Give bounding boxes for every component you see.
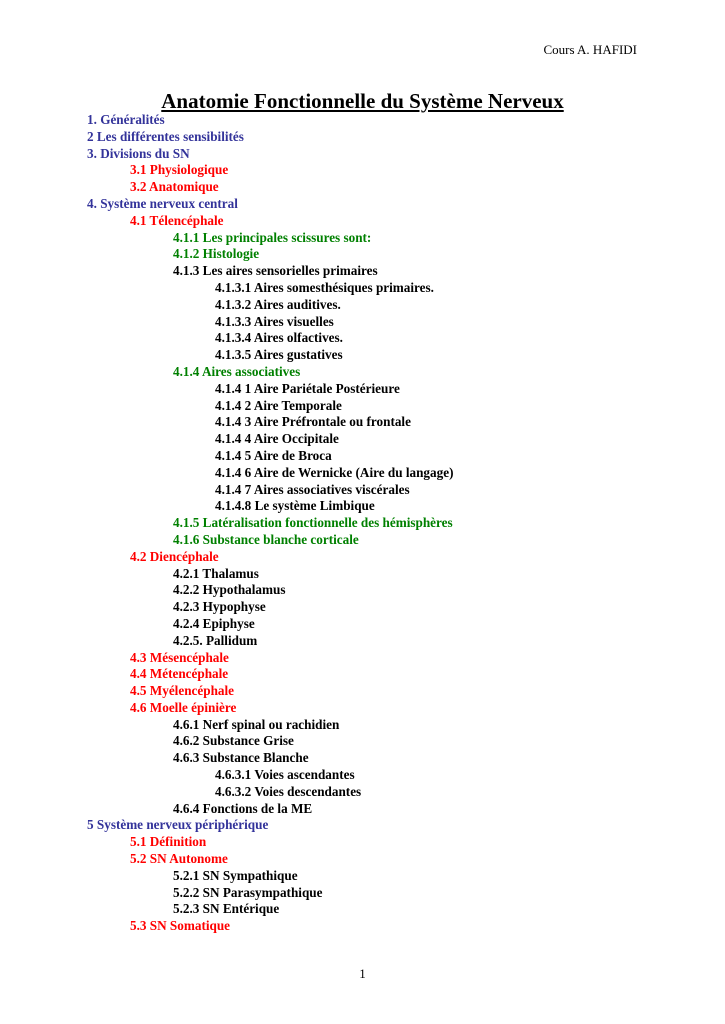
table-of-contents (0, 112, 725, 935)
toc-entry: 4.1.4 1 Aire Pariétale Postérieure (215, 380, 400, 396)
toc-entry: 4.4 Métencéphale (130, 666, 229, 682)
toc-entry: 4.1.3.2 Aires auditives. (215, 296, 341, 312)
toc-entry: 4. Système nerveux central (87, 195, 238, 211)
toc-entry: 4.2.2 Hypothalamus (173, 582, 286, 598)
toc-entry: 4.1.5 Latéralisation fonctionnelle des hémisphères (173, 515, 453, 531)
toc-entry: 4.1 Télencéphale (130, 212, 224, 228)
toc-entry: 4.1.4.8 Le système Limbique (215, 498, 375, 514)
toc-entry: 4.1.3.5 Aires gustatives (215, 347, 343, 363)
toc-entry: 4.1.4 6 Aire de Wernicke (Aire du langage) (215, 464, 454, 480)
page-title: Anatomie Fonctionnelle du Système Nerveux (161, 89, 564, 113)
header-author: Cours A. HAFIDI (543, 42, 637, 57)
toc-entry: 4.1.4 5 Aire de Broca (215, 447, 332, 463)
toc-entry: 4.1.3.3 Aires visuelles (215, 313, 334, 329)
toc-entry: 5.2 SN Autonome (130, 851, 228, 867)
toc-entry: 4.6.2 Substance Grise (173, 733, 294, 749)
toc-entry: 4.6.4 Fonctions de la ME (173, 800, 313, 816)
toc-entry: 4.1.6 Substance blanche corticale (173, 531, 359, 547)
toc-entry: 5.1 Définition (130, 834, 207, 850)
toc-entry: 4.6.1 Nerf spinal ou rachidien (173, 716, 340, 732)
toc-entry: 4.1.3.1 Aires somesthésiques primaires. (215, 279, 434, 295)
toc-entry: 5.2.3 SN Entérique (173, 901, 280, 917)
toc-entry: 4.1.3.4 Aires olfactives. (215, 330, 343, 346)
toc-entry: 4.1.4 3 Aire Préfrontale ou frontale (215, 414, 411, 430)
toc-entry: 4.2.5. Pallidum (173, 632, 258, 648)
toc-entry: 4.1.2 Histologie (173, 246, 260, 262)
toc-entry: 3.2 Anatomique (130, 179, 219, 195)
toc-entry: 4.2.1 Thalamus (173, 565, 259, 581)
toc-entry: 5.2.1 SN Sympathique (173, 867, 298, 883)
toc-entry: 4.1.1 Les principales scissures sont: (173, 229, 372, 245)
toc-entry: 4.2.3 Hypophyse (173, 599, 266, 615)
toc-entry: 1. Généralités (87, 112, 165, 127)
toc-entry: 4.3 Mésencéphale (130, 649, 229, 665)
toc-entry: 4.1.3 Les aires sensorielles primaires (173, 263, 378, 279)
toc-entry: 4.1.4 Aires associatives (173, 363, 301, 379)
toc-entry: 4.1.4 7 Aires associatives viscérales (215, 481, 410, 497)
toc-entry: 4.6 Moelle épinière (130, 699, 237, 715)
page-number: 1 (359, 966, 366, 981)
toc-entry: 3. Divisions du SN (87, 145, 190, 161)
toc-entry: 4.6.3 Substance Blanche (173, 750, 309, 766)
toc-entry: 4.1.4 2 Aire Temporale (215, 397, 342, 413)
toc-entry: 5.2.2 SN Parasympathique (173, 884, 323, 900)
toc-entry: 4.6.3.2 Voies descendantes (215, 783, 362, 799)
toc-entry: 4.5 Myélencéphale (130, 683, 235, 699)
toc-entry: 4.2 Diencéphale (130, 548, 219, 564)
toc-entry: 5.3 SN Somatique (130, 918, 231, 934)
toc-entry: 5 Système nerveux périphérique (87, 817, 269, 833)
toc-entry: 2 Les différentes sensibilités (87, 128, 244, 144)
toc-entry: 4.1.4 4 Aire Occipitale (215, 431, 339, 447)
toc-entry: 4.6.3.1 Voies ascendantes (215, 767, 355, 783)
toc-entry: 4.2.4 Epiphyse (173, 615, 255, 631)
toc-entry: 3.1 Physiologique (130, 162, 229, 178)
